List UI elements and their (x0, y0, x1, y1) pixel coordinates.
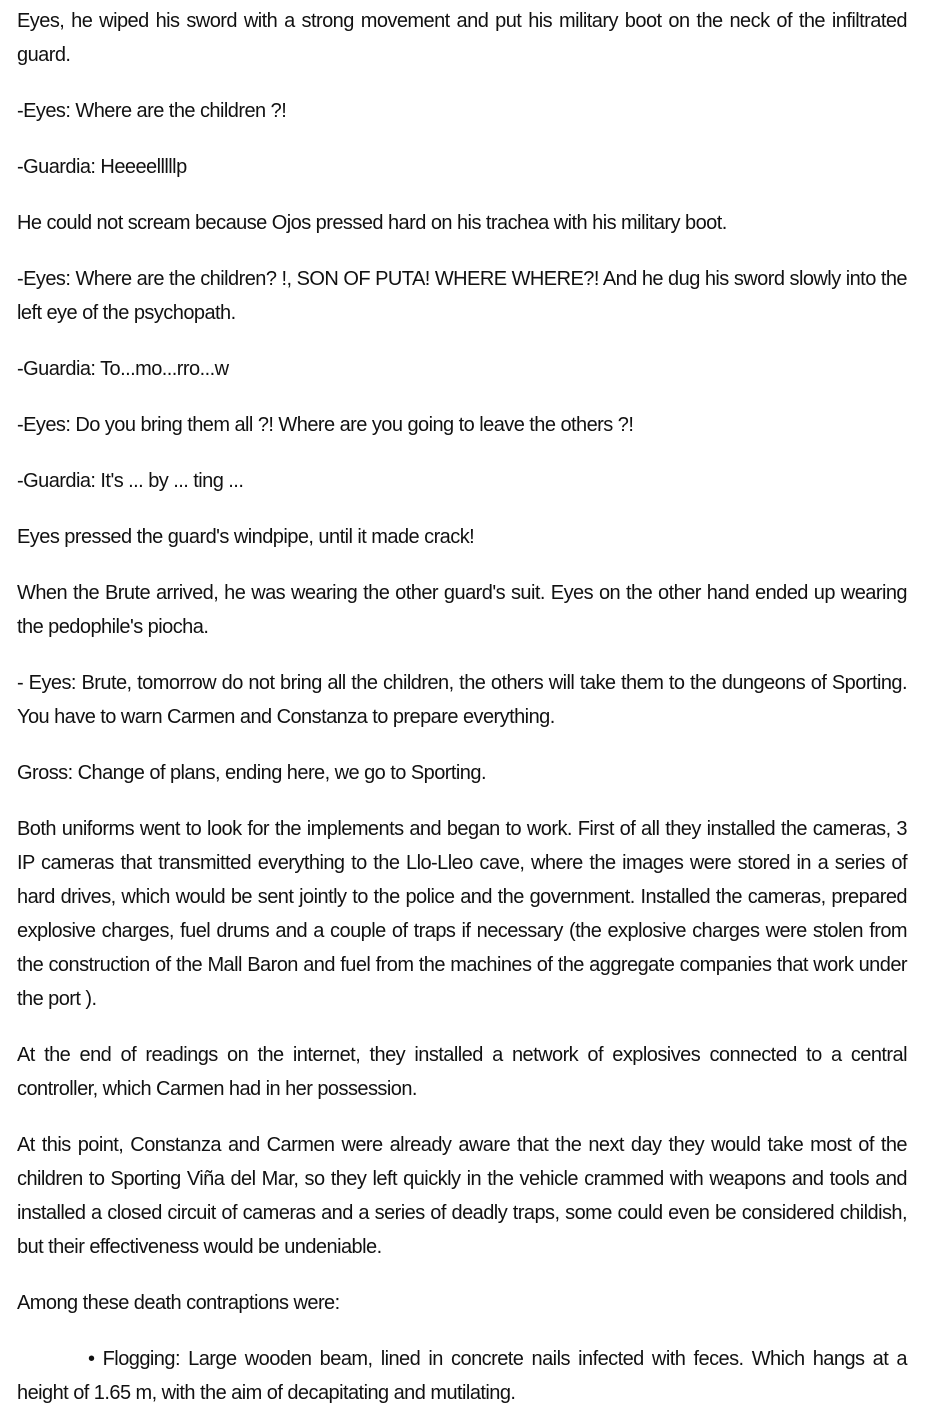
paragraph: When the Brute arrived, he was wearing the other guard's suit. Eyes on the other hand ended up wearing the pedophile's piocha. (17, 582, 907, 638)
paragraph: Gross: Change of plans, ending here, we go to Sporting. (17, 762, 486, 784)
paragraph: -Guardia: It's ... by ... ting ... (17, 470, 244, 492)
paragraph: - Eyes: Brute, tomorrow do not bring all the children, the others will take them to the dungeons of Sporting. You have to warn Carmen and Constanza to prepare everything. (17, 672, 907, 728)
bullet-list-item: • Flogging: Large wooden beam, lined in concrete nails infected with feces. Which hangs at a height of 1.65 m, with the aim of decapitating and mutilating. (17, 1348, 907, 1404)
document-page (17, 4, 907, 1410)
paragraph: -Eyes: Where are the children ?! (17, 100, 287, 122)
paragraph: Among these death contraptions were: (17, 1292, 340, 1314)
paragraph: He could not scream because Ojos pressed hard on his trachea with his military boot. (17, 212, 727, 234)
paragraph: Eyes, he wiped his sword with a strong movement and put his military boot on the neck of the infiltrated guard. (17, 10, 907, 66)
paragraph: -Eyes: Do you bring them all ?! Where are you going to leave the others ?! (17, 414, 634, 436)
paragraph: -Guardia: Heeeelllllp (17, 156, 187, 178)
paragraph: At the end of readings on the internet, they installed a network of explosives connected to a central controller, which Carmen had in her possession. (17, 1044, 907, 1100)
paragraph: Both uniforms went to look for the implements and began to work. First of all they installed the cameras, 3 IP cameras that transmitted everything to the Llo-Lleo cave, where the images were stored in a series of hard drives, which would be sent jointly to the police and the government. Installed the cameras, prepared explosive charges, fuel drums and a couple of traps if necessary (the explosive charges were stolen from the construction of the Mall Baron and fuel from the machines of the aggregate companies that work under the port ). (17, 818, 907, 1010)
paragraph: Eyes pressed the guard's windpipe, until it made crack! (17, 526, 475, 548)
paragraph: -Guardia: To...mo...rro...w (17, 358, 229, 380)
paragraph: At this point, Constanza and Carmen were already aware that the next day they would take most of the children to Sporting Viña del Mar, so they left quickly in the vehicle crammed with weapons and tools and installed a closed circuit of cameras and a series of deadly traps, some could even be considered childish, but their effectiveness would be undeniable. (17, 1134, 907, 1258)
paragraph: -Eyes: Where are the children? !, SON OF PUTA! WHERE WHERE?! And he dug his sword slowly into the left eye of the psychopath. (17, 268, 907, 324)
